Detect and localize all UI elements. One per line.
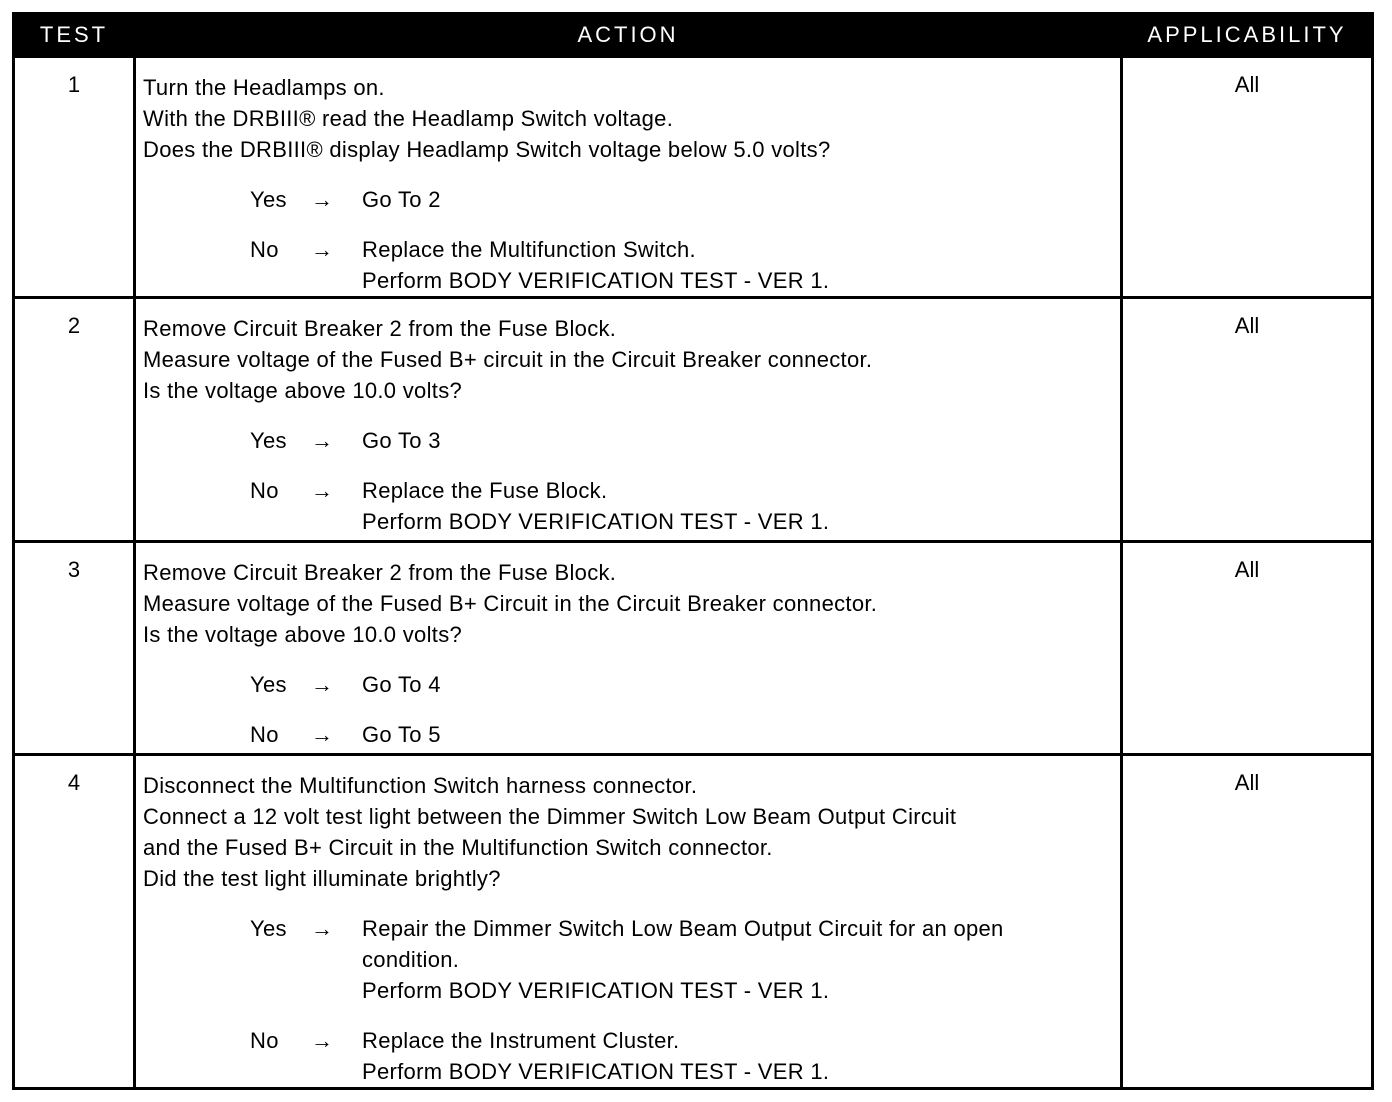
arrow-right-icon: → xyxy=(311,428,334,453)
action-line: Is the voltage above 10.0 volts? xyxy=(143,622,463,647)
result-line: Perform BODY VERIFICATION TEST - VER 1. xyxy=(362,509,830,534)
header-applicability: APPLICABILITY xyxy=(1147,22,1347,47)
no-result xyxy=(362,234,1115,296)
arrow-right-icon: → xyxy=(311,1028,334,1053)
no-branch xyxy=(143,234,1115,296)
result-line: Go To 5 xyxy=(362,722,441,747)
no-branch xyxy=(143,475,1115,537)
table-row xyxy=(15,55,1371,299)
arrow-right-icon: → xyxy=(311,478,334,503)
yes-result xyxy=(362,913,1115,1006)
action-line: Did the test light illuminate brightly? xyxy=(143,866,501,891)
yes-label: Yes xyxy=(250,916,287,941)
action-line: Connect a 12 volt test light between the Dimmer Switch Low Beam Output Circuit xyxy=(143,804,957,829)
table-header xyxy=(15,15,1371,55)
no-label: No xyxy=(250,722,279,747)
no-result xyxy=(362,475,1115,537)
result-line: Replace the Instrument Cluster. xyxy=(362,1028,680,1053)
action-line: Disconnect the Multifunction Switch harness connector. xyxy=(143,773,698,798)
arrow-right-icon: → xyxy=(311,722,334,747)
yes-branch xyxy=(143,669,1115,700)
diagnostic-table xyxy=(12,12,1374,1090)
yes-result xyxy=(362,425,1115,456)
no-branch xyxy=(143,1025,1115,1087)
result-line: Perform BODY VERIFICATION TEST - VER 1. xyxy=(362,978,830,1003)
test-number: 3 xyxy=(67,557,81,582)
no-label: No xyxy=(250,237,279,262)
result-line: Perform BODY VERIFICATION TEST - VER 1. xyxy=(362,268,830,293)
result-line: Perform BODY VERIFICATION TEST - VER 1. xyxy=(362,1059,830,1084)
arrow-right-icon: → xyxy=(311,672,334,697)
result-line: Go To 2 xyxy=(362,187,441,212)
applicability-value: All xyxy=(1234,313,1260,338)
action-line: Turn the Headlamps on. xyxy=(143,75,385,100)
table-row xyxy=(15,296,1371,540)
yes-branch xyxy=(143,913,1115,1006)
applicability-value: All xyxy=(1234,557,1260,582)
arrow-right-icon: → xyxy=(311,187,334,212)
header-action: ACTION xyxy=(577,22,679,47)
no-result xyxy=(362,719,1115,750)
test-number: 4 xyxy=(67,770,81,795)
result-line: Go To 4 xyxy=(362,672,441,697)
yes-result xyxy=(362,669,1115,700)
action-line: With the DRBIII® read the Headlamp Switch voltage. xyxy=(143,106,674,131)
action-line: Is the voltage above 10.0 volts? xyxy=(143,378,463,403)
yes-result xyxy=(362,184,1115,215)
action-cell xyxy=(143,557,1115,750)
yes-branch xyxy=(143,184,1115,215)
applicability-value: All xyxy=(1234,770,1260,795)
result-line: Replace the Multifunction Switch. xyxy=(362,237,696,262)
column-divider xyxy=(133,55,136,1087)
table-row xyxy=(15,540,1371,753)
result-line: Repair the Dimmer Switch Low Beam Output Circuit for an open xyxy=(362,916,1004,941)
result-line: condition. xyxy=(362,947,460,972)
table-row xyxy=(15,753,1371,1087)
arrow-right-icon: → xyxy=(311,916,334,941)
result-line: Replace the Fuse Block. xyxy=(362,478,608,503)
arrow-right-icon: → xyxy=(311,237,334,262)
yes-label: Yes xyxy=(250,672,287,697)
test-number: 2 xyxy=(67,313,81,338)
action-cell xyxy=(143,72,1115,296)
no-label: No xyxy=(250,1028,279,1053)
no-branch xyxy=(143,719,1115,750)
column-divider xyxy=(1120,55,1123,1087)
action-line: Remove Circuit Breaker 2 from the Fuse Block. xyxy=(143,316,617,341)
action-cell xyxy=(143,313,1115,537)
action-line: Does the DRBIII® display Headlamp Switch voltage below 5.0 volts? xyxy=(143,137,831,162)
action-line: Measure voltage of the Fused B+ circuit in the Circuit Breaker connector. xyxy=(143,347,873,372)
no-label: No xyxy=(250,478,279,503)
no-result xyxy=(362,1025,1115,1087)
header-test: TEST xyxy=(39,22,109,47)
action-cell xyxy=(143,770,1115,1087)
result-line: Go To 3 xyxy=(362,428,441,453)
action-line: Remove Circuit Breaker 2 from the Fuse Block. xyxy=(143,560,617,585)
action-line: Measure voltage of the Fused B+ Circuit in the Circuit Breaker connector. xyxy=(143,591,878,616)
test-number: 1 xyxy=(67,72,81,97)
yes-label: Yes xyxy=(250,187,287,212)
yes-label: Yes xyxy=(250,428,287,453)
applicability-value: All xyxy=(1234,72,1260,97)
action-line: and the Fused B+ Circuit in the Multifunction Switch connector. xyxy=(143,835,773,860)
yes-branch xyxy=(143,425,1115,456)
